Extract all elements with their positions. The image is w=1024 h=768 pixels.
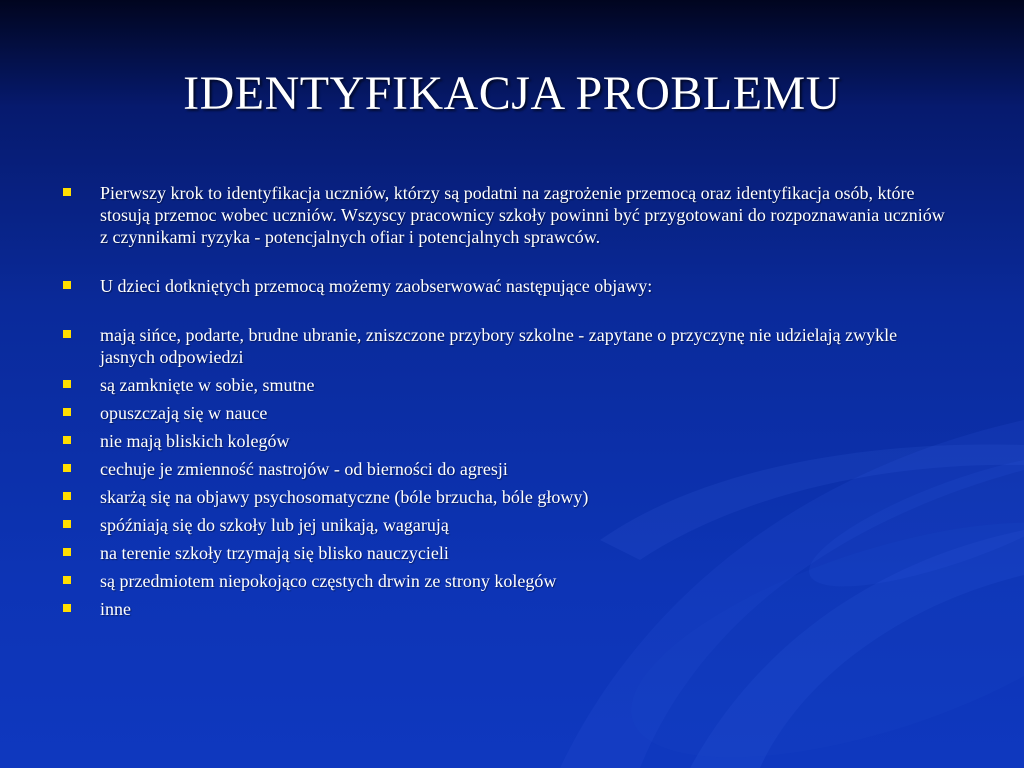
bullet-list-container [60,182,950,626]
list-item [60,486,950,508]
list-item-text: opuszczają się w nauce [100,403,268,423]
list-item [60,402,950,424]
list-item-text: są przedmiotem niepokojąco częstych drwin ze strony kolegów [100,571,557,591]
square-bullet-icon [63,436,71,444]
list-item-text: inne [100,599,131,619]
square-bullet-icon [63,380,71,388]
square-bullet-icon [63,604,71,612]
list-item-text: cechuje je zmienność nastrojów - od bierności do agresji [100,459,508,479]
square-bullet-icon [63,576,71,584]
list-item [60,182,950,248]
list-item [60,275,950,297]
list-item [60,324,950,368]
list-item [60,430,950,452]
list-item-text: spóźniają się do szkoły lub jej unikają, wagarują [100,515,449,535]
list-item [60,570,950,592]
list-item-text: są zamknięte w sobie, smutne [100,375,315,395]
square-bullet-icon [63,464,71,472]
list-item [60,458,950,480]
list-item-text: U dzieci dotkniętych przemocą możemy zaobserwować następujące objawy: [100,276,653,296]
slide-title: IDENTYFIKACJA PROBLEMU [183,67,841,120]
list-item-text: na terenie szkoły trzymają się blisko nauczycieli [100,543,449,563]
list-item-text: Pierwszy krok to identyfikacja uczniów, którzy są podatni na zagrożenie przemocą oraz identyfikacja osób, które stosują przemoc wobec uczniów. Wszyscy pracownicy szkoły powinni być przygotowani do rozpoznawania uczniów z czynnikami ryzyka - potencjalnych ofiar i potencjalnych sprawców. [100,183,945,247]
list-item [60,542,950,564]
list-item-text: skarżą się na objawy psychosomatyczne (bóle brzucha, bóle głowy) [100,487,589,507]
square-bullet-icon [63,520,71,528]
list-item [60,598,950,620]
square-bullet-icon [63,492,71,500]
list-item [60,374,950,396]
square-bullet-icon [63,330,71,338]
list-item-text: mają sińce, podarte, brudne ubranie, zniszczone przybory szkolne - zapytane o przyczynę nie udzielają zwykle jasnych odpowiedzi [100,325,898,367]
square-bullet-icon [63,408,71,416]
bullet-list [60,182,950,620]
list-item [60,514,950,536]
square-bullet-icon [63,188,71,196]
square-bullet-icon [63,281,71,289]
square-bullet-icon [63,548,71,556]
list-item-text: nie mają bliskich kolegów [100,431,290,451]
